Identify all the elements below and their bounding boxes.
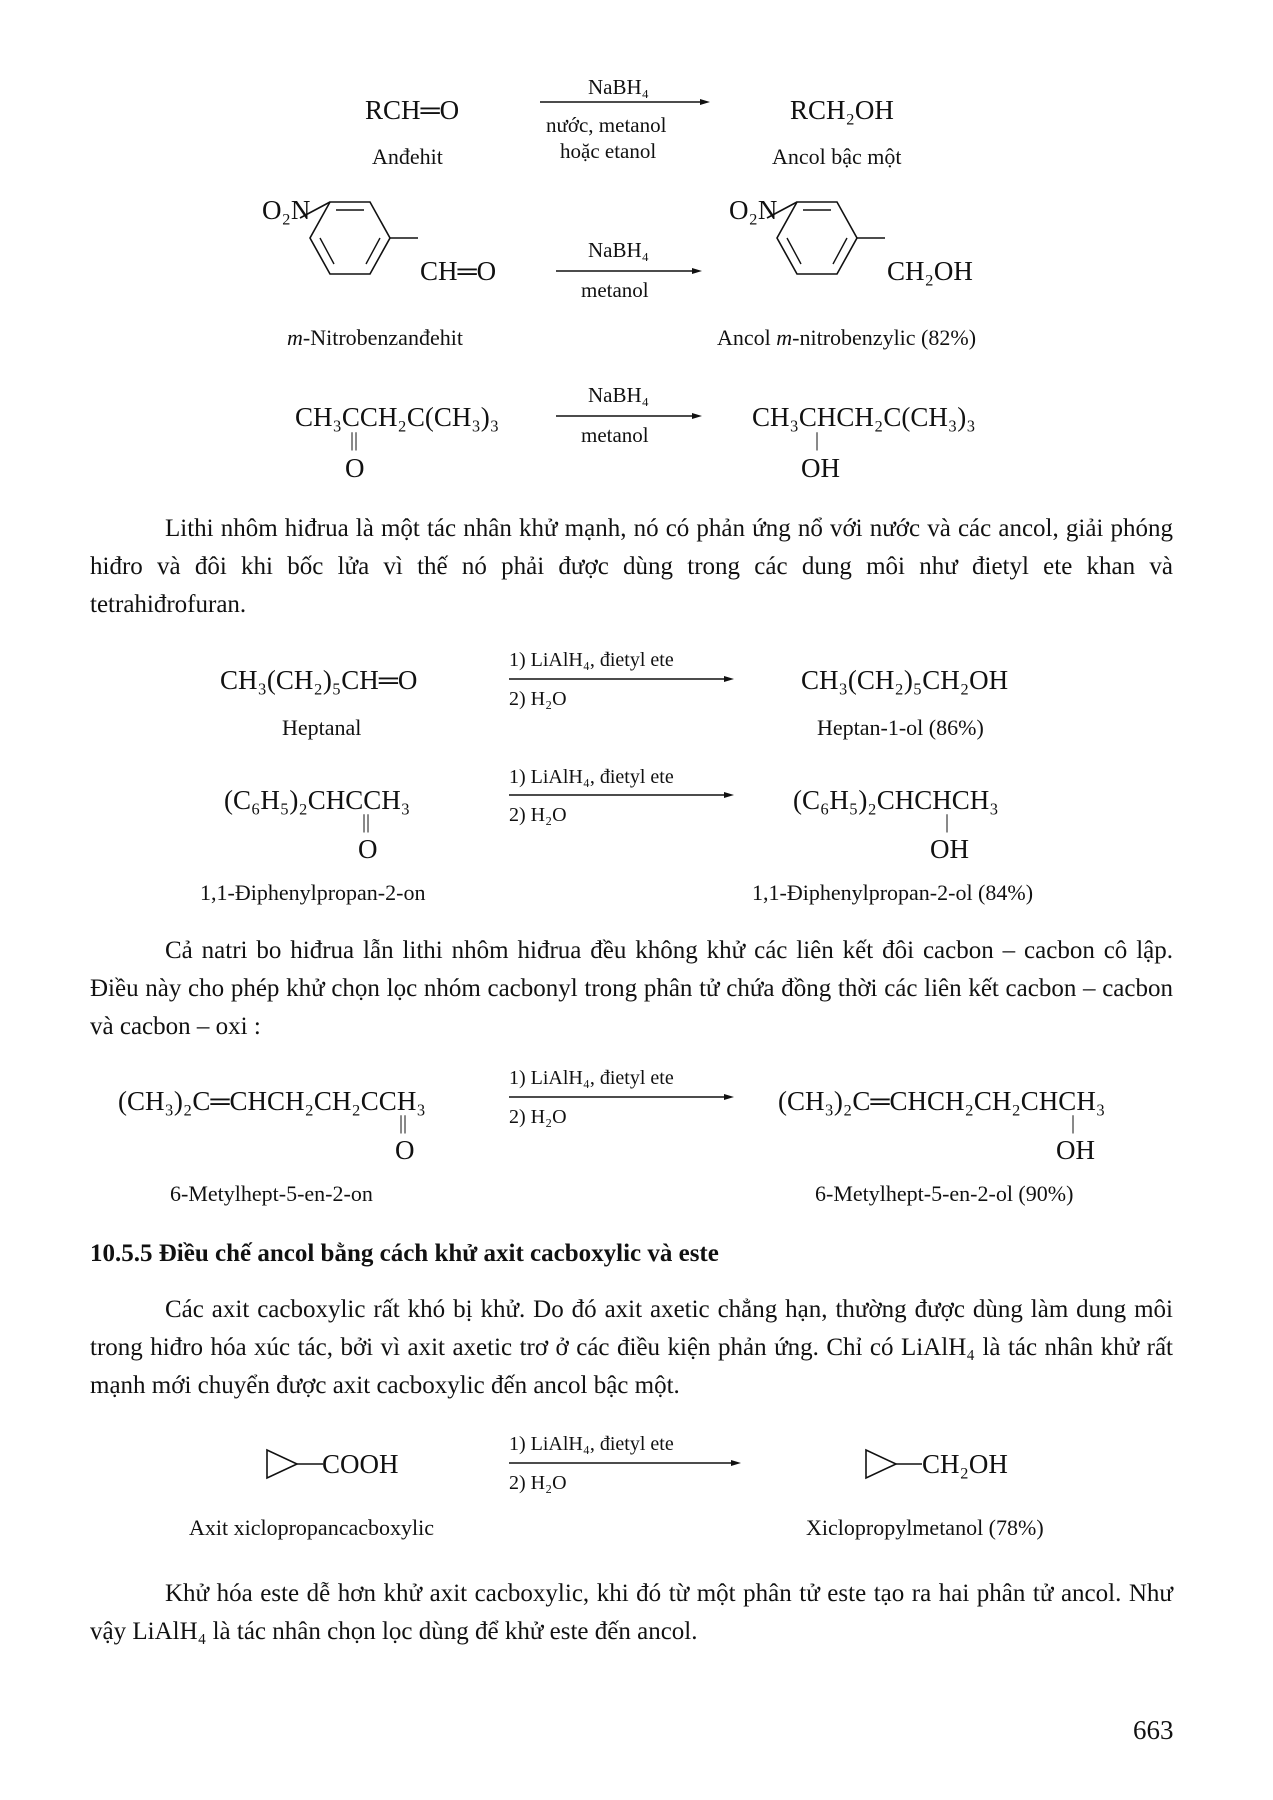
r6-product: (CH₃)₂C═CHCH₂CH₂CHCH₃ [778,1086,1106,1116]
r3-product-single-bond: | [815,429,820,451]
page-number: 663 [1133,1715,1174,1745]
r1-cond-bottom-2: hoặc etanol [560,139,657,163]
r7-product-cyclopropane-ring [864,1448,924,1482]
r5-cond-bottom: 2) H₂O [509,804,567,826]
r3-product: CH₃CHCH₂C(CH₃)₃ [752,402,976,432]
r1-cond-bottom-1: nước, metanol [546,113,667,137]
r5-arrow [509,791,734,799]
r2-reactant-group: CH═O [420,256,497,286]
r4-product: CH₃(CH₂)₅CH₂OH [801,665,1009,695]
r7-product-group: CH₂OH [922,1449,1008,1479]
r2-reactant-label: m-Nitrobenzanđehit [287,325,463,350]
r6-product-single-bond: | [1071,1112,1076,1134]
r5-reactant: (C₆H₅)₂CHCCH₃ [224,785,411,815]
r2-reactant-substituent: O₂N [262,195,311,225]
r7-cond-bottom: 2) H₂O [509,1472,567,1494]
r4-cond-top: 1) LiAlH₄, đietyl ete [509,649,674,671]
r1-arrow [540,98,710,106]
section-heading: 10.5.5 Điều chế ancol bằng cách khử axit cacboxylic và este [90,1240,719,1267]
r5-product: (C₆H₅)₂CHCHCH₃ [793,785,999,815]
r2-product-benzene-ring [757,200,897,310]
r7-reactant-label: Axit xiclopropancacboxylic [189,1515,434,1540]
r3-reactant: CH₃CCH₂C(CH₃)₃ [295,402,500,432]
r5-reactant-double-bond: || [362,811,371,833]
r6-reactant-label: 6-Metylhept-5-en-2-on [170,1181,373,1206]
r1-reactant: RCH═O [365,95,460,125]
r3-cond-bottom: metanol [581,423,649,447]
r2-cond-bottom: metanol [581,278,649,302]
r7-arrow [509,1459,741,1467]
r3-reactant-oxygen: O [345,453,365,483]
r6-product-hydroxyl: OH [1056,1135,1095,1165]
r6-cond-top: 1) LiAlH₄, đietyl ete [509,1067,674,1089]
r7-reactant-group: COOH [322,1449,399,1479]
r5-reactant-label: 1,1-Điphenylpropan-2-on [200,880,426,905]
paragraph-ester-reduction: Khử hóa este dễ hơn khử axit cacboxylic, khi đó từ một phân tử este tạo ra hai phân tử ancol. Như vậy LiAlH₄ là tác nhân chọn lọc dùng để khử este đến ancol. [90,1580,1173,1645]
r5-product-label: 1,1-Điphenylpropan-2-ol (84%) [752,880,1034,905]
r3-arrow [556,412,702,420]
paragraph-carboxylic-acid-reduction: Các axit cacboxylic rất khó bị khử. Do đó axit axetic chẳng hạn, thường được dùng làm dung môi trong hiđro hóa xúc tác, bởi vì axit axetic trơ ở các điều kiện phản ứng. Chỉ có LiAlH₄ là tác nhân khử rất mạnh mới chuyển được axit cacboxylic đến ancol bậc một. [90,1296,1173,1399]
r1-cond-top: NaBH₄ [588,75,649,99]
r3-reactant-double-bond: || [350,429,359,451]
r4-arrow [509,675,734,683]
r5-cond-top: 1) LiAlH₄, đietyl ete [509,766,674,788]
r1-product-label: Ancol bậc một [772,144,902,169]
r2-arrow [556,267,702,275]
paragraph-lithium-aluminium-hydride: Lithi nhôm hiđrua là một tác nhân khử mạnh, nó có phản ứng nổ với nước và các ancol, giải phóng hiđro và đôi khi bốc lửa vì thế nó phải được dùng trong các dung môi như đietyl ete khan và tetrahiđrofuran. [90,515,1173,618]
r3-cond-top: NaBH₄ [588,383,649,407]
r6-arrow [509,1093,734,1101]
r7-reactant-cyclopropane-ring [265,1448,325,1482]
r2-reactant-benzene-ring [290,200,430,310]
r6-reactant-double-bond: || [399,1112,408,1134]
r4-reactant: CH₃(CH₂)₅CH═O [220,665,418,695]
r1-product: RCH₂OH [790,95,894,125]
r2-cond-top: NaBH₄ [588,238,649,262]
paragraph-selective-reduction: Cả natri bo hiđrua lẫn lithi nhôm hiđrua đều không khử các liên kết đôi cacbon – cacbon cô lập. Điều này cho phép khử chọn lọc nhóm cacbonyl trong phân tử chứa đồng thời các liên kết cacbon – cacbon và cacbon – oxi : [90,937,1173,1040]
r2-product-label: Ancol m-nitrobenzylic (82%) [717,325,977,350]
r4-cond-bottom: 2) H₂O [509,688,567,710]
r6-reactant-oxygen: O [395,1135,415,1165]
r4-product-label: Heptan-1-ol (86%) [817,715,984,740]
r6-reactant: (CH₃)₂C═CHCH₂CH₂CCH₃ [118,1086,426,1116]
r5-product-single-bond: | [945,811,950,833]
r7-cond-top: 1) LiAlH₄, đietyl ete [509,1433,674,1455]
r4-reactant-label: Heptanal [282,715,362,740]
r5-product-hydroxyl: OH [930,834,969,864]
r7-product-label: Xiclopropylmetanol (78%) [806,1515,1044,1540]
r3-product-hydroxyl: OH [801,453,840,483]
r6-product-label: 6-Metylhept-5-en-2-ol (90%) [815,1181,1074,1206]
r5-reactant-oxygen: O [358,834,378,864]
r2-product-substituent: O₂N [729,195,778,225]
r2-product-group: CH₂OH [887,256,973,286]
r6-cond-bottom: 2) H₂O [509,1106,567,1128]
r1-reactant-label: Anđehit [372,144,443,169]
